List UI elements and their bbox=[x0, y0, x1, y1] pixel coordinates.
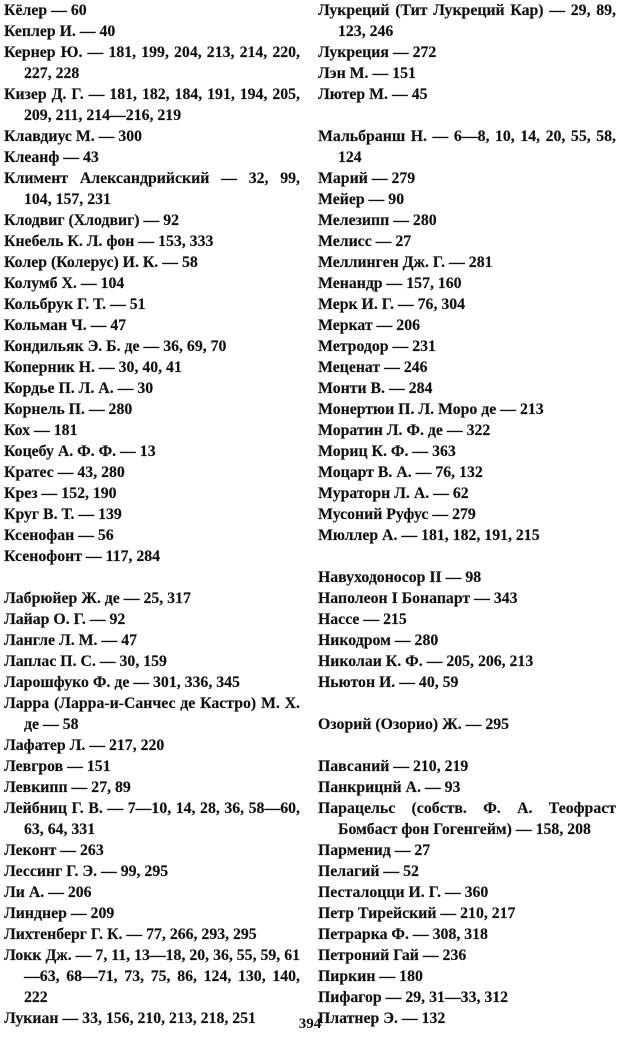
index-entry: Кольбрук Г. Т. — 51 bbox=[4, 296, 146, 313]
index-entry: Лютер М. — 45 bbox=[318, 86, 428, 103]
index-entry: Никодром — 280 bbox=[318, 632, 439, 649]
index-entry: Левкипп — 27, 89 bbox=[4, 779, 131, 796]
index-entry: Пелагий — 52 bbox=[318, 863, 419, 880]
index-entry: Менандр — 157, 160 bbox=[318, 275, 462, 292]
index-entry: Навуходоносор II — 98 bbox=[318, 569, 482, 586]
index-entry: Нассе — 215 bbox=[318, 611, 407, 628]
index-entry: Ксенофонт — 117, 284 bbox=[4, 548, 161, 565]
index-entry: Меркат — 206 bbox=[318, 317, 421, 334]
index-entry: Кизер Д. Г. — 181, 182, 184, 191, 194, 205, 209, 211, 214—216, 219 bbox=[4, 86, 300, 124]
index-entry: Ньютон И. — 40, 59 bbox=[318, 674, 459, 691]
index-entry: Мелезипп — 280 bbox=[318, 212, 437, 229]
index-entry: Линднер — 209 bbox=[4, 905, 115, 922]
index-entry: Монертюи П. Л. Моро де — 213 bbox=[318, 401, 544, 418]
index-entry: Меценат — 246 bbox=[318, 359, 428, 376]
index-entry: Лафатер Л. — 217, 220 bbox=[4, 737, 165, 754]
index-entry: Климент Александрийский — 32, 99, 104, 157, 231 bbox=[4, 170, 300, 208]
index-entry: Петрарка Ф. — 308, 318 bbox=[318, 926, 488, 943]
index-entry: Кнебель К. Л. фон — 153, 333 bbox=[4, 233, 214, 250]
index-entry: Лукреция — 272 bbox=[318, 44, 437, 61]
index-entry: Моратин Л. Ф. де — 322 bbox=[318, 422, 491, 439]
index-entry: Лейбниц Г. В. — 7—10, 14, 28, 36, 58—60, 63, 64, 331 bbox=[4, 800, 300, 838]
index-entry: Мориц К. Ф. — 363 bbox=[318, 443, 456, 460]
index-entry: Клеанф — 43 bbox=[4, 149, 99, 166]
index-entry: Леконт — 263 bbox=[4, 842, 104, 859]
index-entry: Кольман Ч. — 47 bbox=[4, 317, 127, 334]
index-entry: Парацельс (собств. Ф. А. Теофраст Бомбаст фон Гогенгейм) — 158, 208 bbox=[318, 800, 616, 838]
index-entry: Петроний Гай — 236 bbox=[318, 947, 467, 964]
index-entry: Мерк И. Г. — 76, 304 bbox=[318, 296, 466, 313]
index-entry: Мюллер А. — 181, 182, 191, 215 bbox=[318, 527, 540, 544]
index-entry: Лэн М. — 151 bbox=[318, 65, 416, 82]
index-entry: Мелисс — 27 bbox=[318, 233, 412, 250]
index-entry: Озорий (Озорио) Ж. — 295 bbox=[318, 716, 510, 733]
index-entry: Лабрюйер Ж. де — 25, 317 bbox=[4, 590, 191, 607]
index-entry: Моцарт В. А. — 76, 132 bbox=[318, 464, 483, 481]
index-entry: Кох — 181 bbox=[4, 422, 78, 439]
index-entry: Кёлер — 60 bbox=[4, 2, 87, 19]
index-entry: Кернер Ю. — 181, 199, 204, 213, 214, 220, 227, 228 bbox=[4, 44, 300, 82]
index-entry: Кратес — 43, 280 bbox=[4, 464, 125, 481]
index-entry: Мусоний Руфус — 279 bbox=[318, 506, 476, 523]
index-entry: Коперник Н. — 30, 40, 41 bbox=[4, 359, 182, 376]
index-entry: Лукиан — 33, 156, 210, 213, 218, 251 bbox=[4, 1010, 256, 1027]
index-entry: Коцебу А. Ф. Ф. — 13 bbox=[4, 443, 156, 460]
index-entry: Павсаний — 210, 219 bbox=[318, 758, 469, 775]
index-entry: Мейер — 90 bbox=[318, 191, 405, 208]
index-entry: Колер (Колерус) И. К. — 58 bbox=[4, 254, 198, 271]
index-entry: Лихтенберг Г. К. — 77, 266, 293, 295 bbox=[4, 926, 257, 943]
index-entry: Николаи К. Ф. — 205, 206, 213 bbox=[318, 653, 534, 670]
index-entry: Круг В. Т. — 139 bbox=[4, 506, 122, 523]
index-entry: Петр Тирейский — 210, 217 bbox=[318, 905, 516, 922]
index-entry: Ларра (Ларра-и-Санчес де Кастро) М. Х. де — 58 bbox=[4, 695, 300, 733]
index-entry: Марий — 279 bbox=[318, 170, 416, 187]
index-entry: Платнер Э. — 132 bbox=[318, 1010, 446, 1027]
index-entry: Ларошфуко Ф. де — 301, 336, 345 bbox=[4, 674, 240, 691]
index-entry: Локк Дж. — 7, 11, 13—18, 20, 36, 55, 59, 61—63, 68—71, 73, 75, 86, 124, 130, 140, 222 bbox=[4, 947, 300, 1006]
index-entry: Ксенофан — 56 bbox=[4, 527, 114, 544]
index-entry: Метродор — 231 bbox=[318, 338, 436, 355]
index-entry: Пиркин — 180 bbox=[318, 968, 423, 985]
index-entry: Панкрицнй А. — 93 bbox=[318, 779, 461, 796]
index-entry: Лессинг Г. Э. — 99, 295 bbox=[4, 863, 169, 880]
index-entry: Колумб X. — 104 bbox=[4, 275, 125, 292]
index-entry: Монти В. — 284 bbox=[318, 380, 433, 397]
index-entry: Левгров — 151 bbox=[4, 758, 111, 775]
index-entry: Кордье П. Л. А. — 30 bbox=[4, 380, 154, 397]
index-entry: Парменид — 27 bbox=[318, 842, 431, 859]
index-entry: Пифагор — 29, 31—33, 312 bbox=[318, 989, 509, 1006]
index-entry: Меллинген Дж. Г. — 281 bbox=[318, 254, 493, 271]
index-entry: Наполеон I Бонапарт — 343 bbox=[318, 590, 518, 607]
index-entry: Крез — 152, 190 bbox=[4, 485, 117, 502]
index-entry: Ли А. — 206 bbox=[4, 884, 92, 901]
index-column-left bbox=[4, 0, 300, 1029]
index-entry: Кондильяк Э. Б. де — 36, 69, 70 bbox=[4, 338, 227, 355]
index-entry: Мураторн Л. А. — 62 bbox=[318, 485, 469, 502]
index-entry: Лаплас П. С. — 30, 159 bbox=[4, 653, 167, 670]
index-entry: Лайар О. Г. — 92 bbox=[4, 611, 126, 628]
index-entry: Клавдиус М. — 300 bbox=[4, 128, 143, 145]
index-column-right bbox=[318, 0, 616, 1029]
index-entry: Мальбранш Н. — 6—8, 10, 14, 20, 55, 58, 124 bbox=[318, 128, 616, 166]
index-entry: Песталоцци И. Г. — 360 bbox=[318, 884, 489, 901]
index-entry: Кеплер И. — 40 bbox=[4, 23, 116, 40]
index-entry: Корнель П. — 280 bbox=[4, 401, 133, 418]
page-number: 394 bbox=[298, 1016, 322, 1032]
index-entry: Лангле Л. М. — 47 bbox=[4, 632, 137, 649]
index-entry: Лукреций (Тит Лукреций Кар) — 29, 89, 123, 246 bbox=[318, 2, 616, 40]
index-entry: Клодвиг (Хлодвиг) — 92 bbox=[4, 212, 180, 229]
